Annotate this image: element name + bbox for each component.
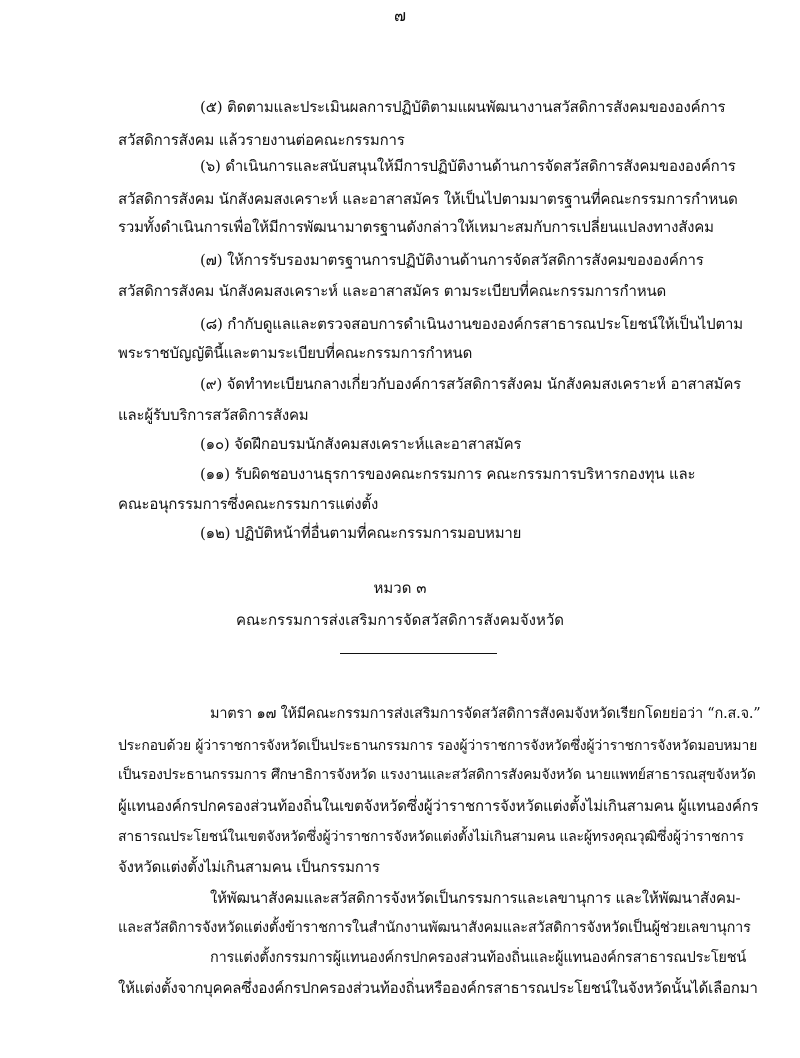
- chapter-heading: หมวด ๓: [373, 579, 427, 597]
- section-17-para2-line-2: และสวัสดิการจังหวัดแต่งตั้งข้าราชการในสำนักงานพัฒนาสังคมและสวัสดิการจังหวัดเป็นผู้ช่วยเลขานุการ: [118, 920, 751, 936]
- section-17-line-2: ประกอบด้วย ผู้ว่าราชการจังหวัดเป็นประธานกรรมการ รองผู้ว่าราชการจังหวัดซึ่งผู้ว่าราชการจังหวัดมอบหมาย: [118, 738, 758, 754]
- item-11-line-2: คณะอนุกรรมการซึ่งคณะกรรมการแต่งตั้ง: [118, 495, 379, 513]
- section-17-para3-line-2: ให้แต่งตั้งจากบุคคลซึ่งองค์กรปกครองส่วนท้องถิ่นหรือองค์กรสาธารณประโยชน์ในจังหวัดนั้นได้เลือกมา: [118, 979, 758, 997]
- item-5-line-1: (๕) ติดตามและประเมินผลการปฏิบัติตามแผนพัฒนางานสวัสดิการสังคมขององค์การ: [200, 98, 726, 116]
- section-17-line-4: ผู้แทนองค์กรปกครองส่วนท้องถิ่นในเขตจังหวัดซึ่งผู้ว่าราชการจังหวัดแต่งตั้งไม่เกินสามคน ผู้แทนองค์กร: [118, 797, 759, 815]
- section-17-line-3: เป็นรองประธานกรรมการ ศึกษาธิการจังหวัด แรงงานและสวัสดิการสังคมจังหวัด นายแพทย์สาธารณสุขจังหวัด: [118, 767, 756, 783]
- item-8-line-2: พระราชบัญญัตินี้และตามระเบียบที่คณะกรรมการกำหนด: [118, 344, 473, 362]
- page-number: ๗: [393, 6, 407, 25]
- chapter-divider: [340, 653, 497, 654]
- item-9-line-2: และผู้รับบริการสวัสดิการสังคม: [118, 406, 309, 424]
- chapter-title: คณะกรรมการส่งเสริมการจัดสวัสดิการสังคมจังหวัด: [235, 611, 565, 629]
- item-5-line-2: สวัสดิการสังคม แล้วรายงานต่อคณะกรรมการ: [118, 131, 405, 149]
- item-6-line-3: รวมทั้งดำเนินการเพื่อให้มีการพัฒนามาตรฐานดังกล่าวให้เหมาะสมกับการเปลี่ยนแปลงทางสังคม: [118, 218, 714, 236]
- item-10-line-1: (๑๐) จัดฝึกอบรมนักสังคมสงเคราะห์และอาสาสมัคร: [200, 435, 522, 453]
- item-8-line-1: (๘) กำกับดูแลและตรวจสอบการดำเนินงานขององค์กรสาธารณประโยชน์ให้เป็นไปตาม: [200, 315, 743, 333]
- section-17-para3-line-1: การแต่งตั้งกรรมการผู้แทนองค์กรปกครองส่วนท้องถิ่นและผู้แทนองค์กรสาธารณประโยชน์: [210, 950, 747, 966]
- item-7-line-2: สวัสดิการสังคม นักสังคมสงเคราะห์ และอาสาสมัคร ตามระเบียบที่คณะกรรมการกำหนด: [118, 282, 667, 300]
- section-17-line-1: มาตรา ๑๗ ให้มีคณะกรรมการส่งเสริมการจัดสวัสดิการสังคมจังหวัดเรียกโดยย่อว่า “ก.ส.จ.”: [210, 706, 761, 722]
- item-6-line-2: สวัสดิการสังคม นักสังคมสงเคราะห์ และอาสาสมัคร ให้เป็นไปตามมาตรฐานที่คณะกรรมการกำหนด: [118, 190, 738, 208]
- item-12-line-1: (๑๒) ปฏิบัติหน้าที่อื่นตามที่คณะกรรมการมอบหมาย: [200, 524, 522, 542]
- item-6-line-1: (๖) ดำเนินการและสนับสนุนให้มีการปฏิบัติงานด้านการจัดสวัสดิการสังคมขององค์การ: [200, 157, 736, 175]
- item-11-line-1: (๑๑) รับผิดชอบงานธุรการของคณะกรรมการ คณะกรรมการบริหารกองทุน และ: [200, 465, 696, 483]
- item-9-line-1: (๙) จัดทำทะเบียนกลางเกี่ยวกับองค์การสวัสดิการสังคม นักสังคมสงเคราะห์ อาสาสมัคร: [200, 375, 742, 393]
- section-17-para2-line-1: ให้พัฒนาสังคมและสวัสดิการจังหวัดเป็นกรรมการและเลขานุการ และให้พัฒนาสังคม-: [210, 889, 741, 907]
- item-7-line-1: (๗) ให้การรับรองมาตรฐานการปฏิบัติงานด้านการจัดสวัสดิการสังคมขององค์การ: [200, 251, 704, 269]
- section-17-line-6: จังหวัดแต่งตั้งไม่เกินสามคน เป็นกรรมการ: [118, 858, 380, 876]
- section-17-line-5: สาธารณประโยชน์ในเขตจังหวัดซึ่งผู้ว่าราชการจังหวัดแต่งตั้งไม่เกินสามคน และผู้ทรงคุณวุฒิซึ่งผู้ว่าราชการ: [118, 829, 744, 845]
